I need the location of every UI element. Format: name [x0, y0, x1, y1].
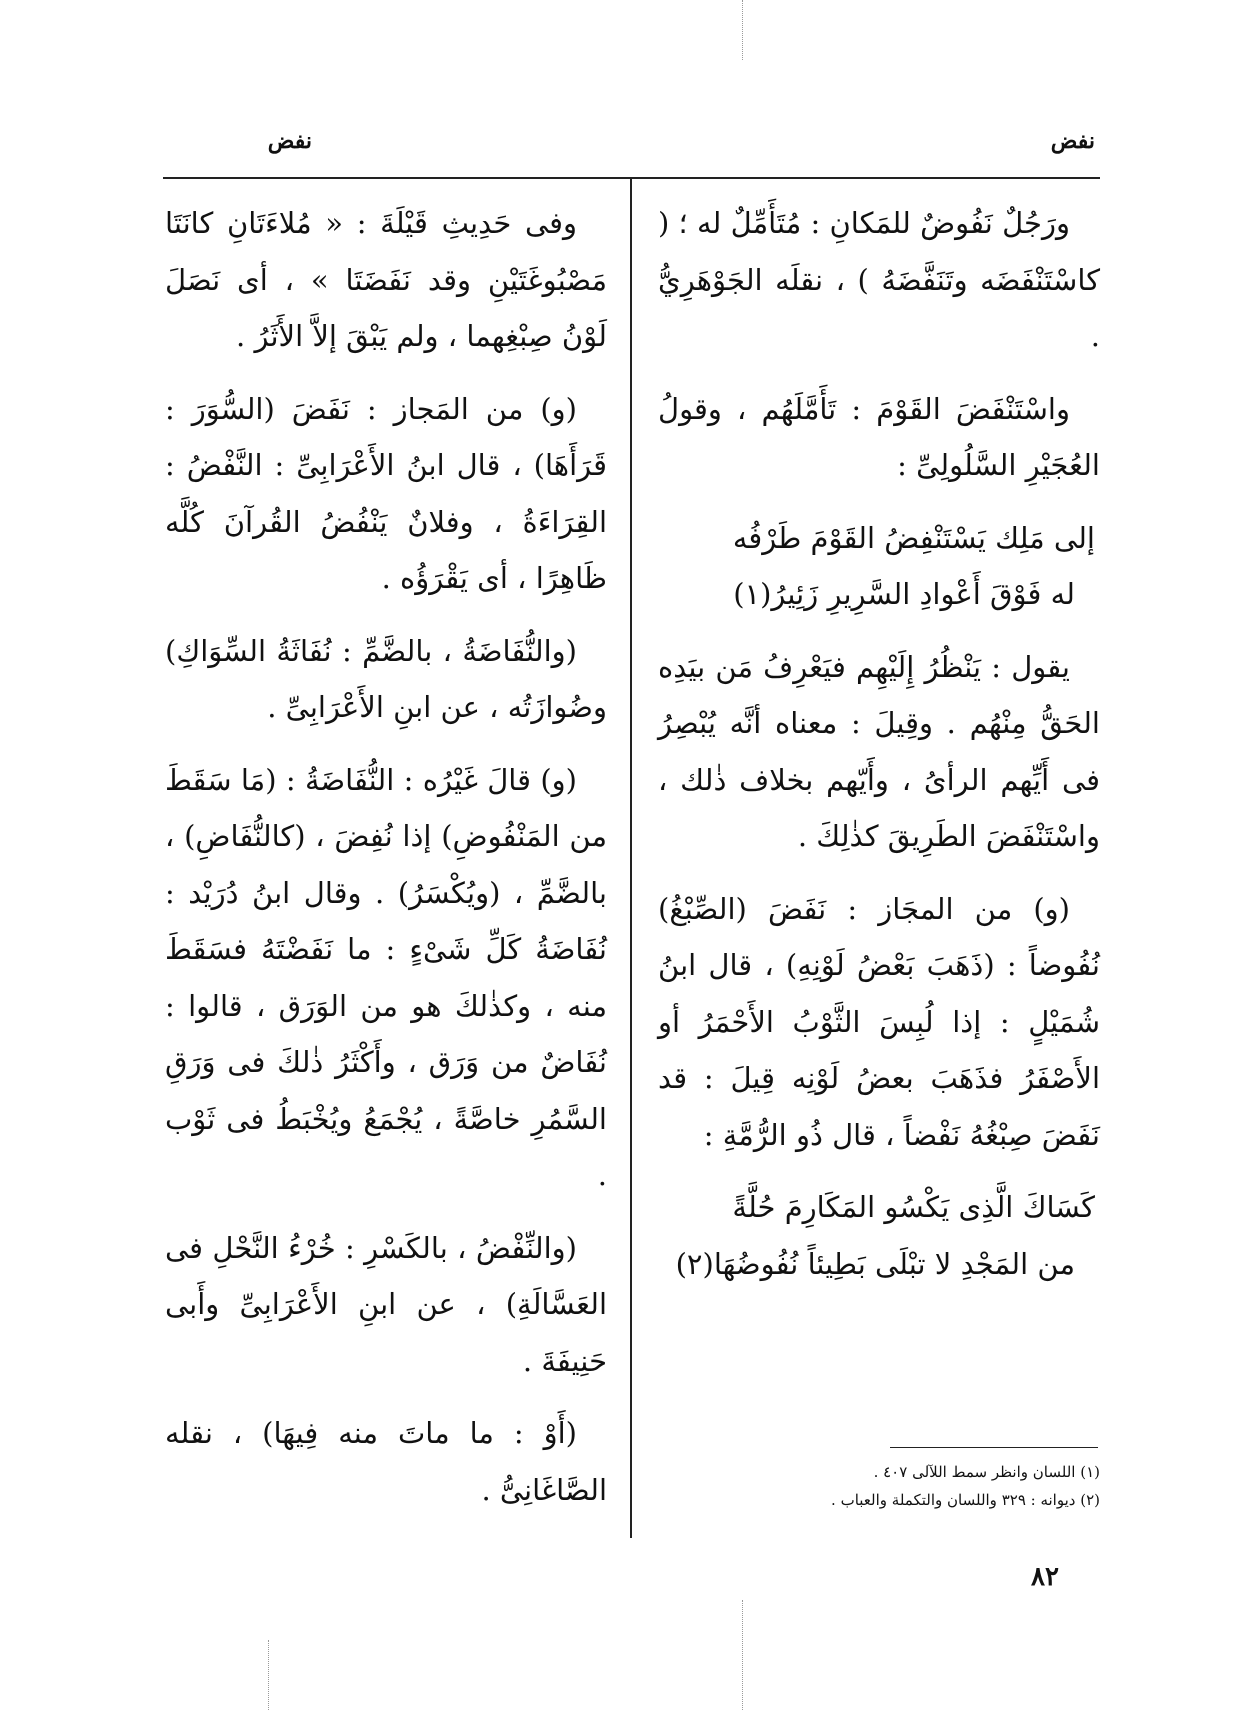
verse-line: إلى مَلِك يَسْتَنْفِضُ القَوْمَ طَرْفُه [732, 520, 1095, 555]
paragraph: يقول : يَنْظُرُ إِلَيْهِم فيَعْرِفُ مَن بيَدِه الحَقُّ مِنْهُم . وقِيلَ : معناه أنَّه يُبْصِرُ فى أَيِّهم الرأىُ ، وأَيّهم بخلاف ذٰلك ، واسْتَنْفَضَ الطَرِيقَ كذٰلِكَ . [658, 649, 1101, 853]
paragraph: (والنِّفْضُ ، بالكَسْرِ : خُرْءُ النَّحْلِ فى العَسَّالَةِ) ، عن ابنِ الأَعْرَابِىِّ وأَبى حَنِيفَةَ . [165, 1230, 607, 1378]
scan-mark [742, 1600, 743, 1710]
paragraph: (أَوْ : ما ماتَ منه فِيهَا) ، نقله الصَّاغَانِىُّ . [165, 1416, 607, 1507]
footnotes [758, 1458, 1100, 1514]
verse-line: من المَجْدِ لا تبْلَى بَطِيئاً نُفُوضُهَا(٢) [675, 1246, 1075, 1281]
footnote: (١) اللسان وانظر سمط اللآلى ٤٠٧ . [873, 1463, 1100, 1481]
column-divider [630, 178, 632, 1538]
paragraph: (و) من المجَاز : نَفَضَ (الصِّبْغُ) نُفُوضاً : (ذَهَبَ بَعْضُ لَوْنِهِ) ، قال ابنُ شُمَيْلٍ : إذا لُبِسَ الثَّوْبُ الأَحْمَرُ أو الأَصْفَرُ فذَهَبَ بعضُ لَوْنِه قِيلَ : قد نَفَضَ صِبْغُهُ نَفْضاً ، قال ذُو الرُّمَّةِ : [658, 891, 1100, 1152]
paragraph: واسْتَنْفَضَ القَوْمَ : تَأَمَّلَهُم ، وقولُ العُجَيْرِ السَّلُولِىِّ : [658, 391, 1100, 482]
paragraph: (و) من المَجاز : نَفَضَ (السُّوَرَ : قَرَأَهَا) ، قال ابنُ الأَعْرَابِىِّ : النَّفْضُ : القِرَاءَةُ ، وفلانٌ يَنْفُضُ القُرآنَ كُلَّه ظَاهِرًا ، أى يَقْرَؤُه . [165, 391, 607, 595]
footnote-rule [890, 1447, 1098, 1448]
left-column [165, 195, 607, 1534]
verse [658, 510, 1100, 623]
scan-mark [742, 0, 743, 60]
paragraph: (والنُّفَاضَةُ ، بالضَّمِّ : نُفَاثَةُ السِّوَاكِ) وضُوازَتُه ، عن ابنِ الأَعْرَابِىِّ . [165, 633, 607, 724]
paragraph: ورَجُلٌ نَفُوضٌ للمَكانِ : مُتَأَمِّلٌ له ؛ ( كاسْتَنْفَضَه وتَنَفَّضَهُ ) ، نقلَه الجَوْهَرِيُّ . [658, 206, 1100, 353]
scan-mark [268, 1640, 269, 1710]
right-column [658, 195, 1100, 1308]
paragraph: (و) قالَ غَيْرُه : النُّفَاضَةُ : (مَا سَقَطَ من المَنْفُوضِ) إذا نُفِضَ ، (كالنُّفَاضِ) ، بالضَّمِّ ، (ويُكْسَرُ) . وقال ابنُ دُرَيْد : نُفَاضَةُ كَلِّ شَىْءٍ : ما نَفَضْتَهُ فسَقَطَ منه ، وكذٰلكَ هو من الوَرَق ، قالوا : نُفَاضٌ من وَرَق ، وأَكْثَرُ ذٰلكَ فى وَرَقِ السَّمُرِ خاصَّةً ، يُجْمَعُ ويُخْبَطُ فى ثَوْب . [165, 762, 607, 1192]
footnote: (٢) ديوانه : ٣٢٩ واللسان والتكملة والعباب . [831, 1491, 1100, 1509]
running-header-right: نفض [1050, 128, 1095, 154]
verse-line: كَسَاكَ الَّذِى يَكْسُو المَكَارِمَ حُلَّةً [732, 1190, 1095, 1224]
page-number: ٨٢ [1031, 1562, 1059, 1592]
running-header-left: نفض [267, 128, 312, 154]
paragraph: وفى حَدِيثِ قَيْلَةَ : « مُلاءَتَانِ كانَتَا مَصْبُوغَتَيْنِ وقد نَفَضَتَا » ، أى نَصَلَ لَوْنُ صِبْغِهما ، ولم يَبْقَ إلاَّ الأَثَرُ . [165, 206, 607, 353]
verse [658, 1179, 1100, 1292]
verse-line: له فَوْقَ أَعْوادِ السَّرِيرِ زَئِيرُ(١) [733, 577, 1075, 611]
